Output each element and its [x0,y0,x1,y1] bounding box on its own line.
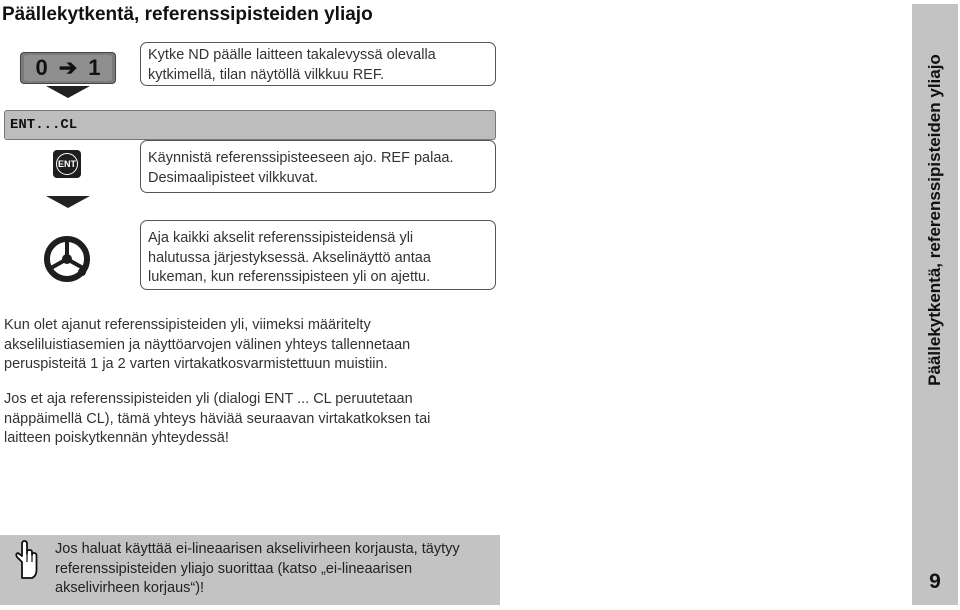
step-1-text [148,46,488,85]
note-text [55,540,495,599]
paragraph [4,390,474,449]
display-readout: ENT...CL [10,117,78,133]
note-line: akselivirheen korjaus“)! [55,580,205,596]
ent-key-label: ENT [56,153,78,175]
paragraph-line: akseliluistiasemien ja näyttöarvojen välinen yhteys tallennetaan [4,336,411,353]
switch-on-label: 1 [88,55,101,80]
note-line: referenssipisteiden yliajo suorittaa (katso „ei-lineaarisen [55,560,413,577]
on-off-switch-key [20,52,116,84]
page-title: Päällekytkentä, referenssipisteiden yliajo [2,4,373,25]
step-3-line: lukeman, kun referenssipisteen yli on ajettu. [148,269,431,285]
down-arrow-icon [46,86,90,98]
step-2-line: Käynnistä referenssipisteeseen ajo. REF palaa. [148,150,454,166]
handwheel-icon [42,234,92,284]
paragraph-line: Jos et aja referenssipisteiden yli (dialogi ENT ... CL peruutetaan [4,391,413,407]
side-tab-title: Päällekytkentä, referenssipisteiden yliajo [925,54,944,386]
pointing-hand-icon [12,540,40,580]
paragraph-line: laitteen poiskytkennän yhteydessä! [4,430,229,446]
switch-off-label: 0 [35,55,48,80]
right-arrow-icon: ➔ [58,55,78,80]
step-1-line: kytkimellä, tilan näytöllä vilkkuu REF. [148,66,385,83]
paragraph [4,316,474,375]
page-number: 9 [929,570,941,593]
note-line: Jos haluat käyttää ei-lineaarisen akselivirheen korjausta, täytyy [55,541,460,557]
step-3-line: halutussa järjestyksessä. Akselinäyttö antaa [148,249,431,266]
step-2-line: Desimaalipisteet vilkkuvat. [148,169,319,186]
paragraph-line: Kun olet ajanut referenssipisteiden yli, viimeksi määritelty [4,317,371,333]
paragraph-line: peruspisteitä 1 ja 2 varten virtakatkosvarmistettuun muistiin. [4,356,388,372]
step-3-text [148,229,488,288]
step-2-text [148,149,488,188]
step-3-line: Aja kaikki akselit referenssipisteidensä yli [148,230,414,246]
ent-key-icon [53,150,81,178]
step-1-line: Kytke ND päälle laitteen takalevyssä olevalla [148,47,436,63]
display-bar [4,110,496,140]
down-arrow-icon [46,196,90,208]
paragraph-line: näppäimellä CL), tämä yhteys häviää seuraavan virtakatkoksen tai [4,410,431,427]
